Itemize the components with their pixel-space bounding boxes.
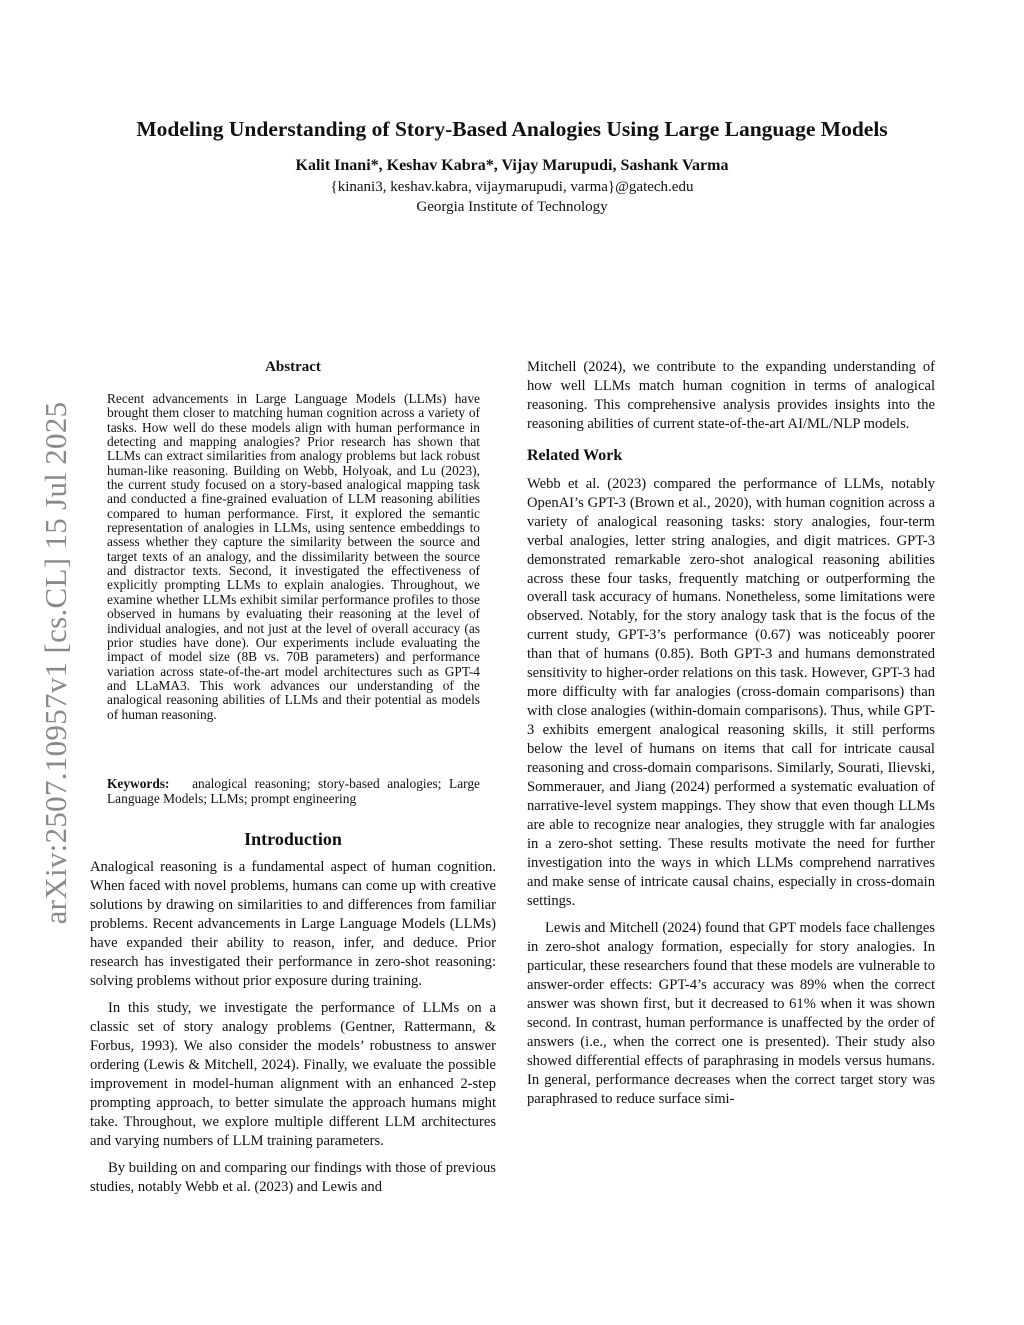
keywords-text: analogical reasoning; story-based analogies; Large Language Models; LLMs; prompt engineering [107, 776, 480, 806]
related-paragraph-2: Lewis and Mitchell (2024) found that GPT models face challenges in zero-shot analogy formation, especially for story analogies. In particular, these researchers found that these models are vulnerable to answer-order effects: GPT-4’s accuracy was 89% when the correct answer was shown first, but it decreased to 61% when it was shown second. In contrast, human performance is unaffected by the order of answers (i.e., when the correct one is presented). Their study also showed differential effects of paraphrasing in models versus humans. In general, performance decreases when the correct target story was paraphrased to reduce surface simi- [527, 919, 935, 1107]
keywords-label: Keywords: [107, 776, 170, 791]
intro-continuation: Mitchell (2024), we contribute to the expanding understanding of how well LLMs match human cognition in terms of analogical reasoning. This comprehensive analysis provides insights into the reasoning abilities of current state-of-the-art AI/ML/NLP models. [527, 359, 935, 432]
author-emails: {kinani3, keshav.kabra, vijaymarupudi, varma}@gatech.edu [330, 179, 694, 195]
introduction-heading: Introduction [244, 829, 342, 849]
related-paragraph-1: Webb et al. (2023) compared the performance of LLMs, notably OpenAI’s GPT-3 (Brown et al., 2020), with human cognition across a variety of analogical reasoning tasks: story analogies, four-term verbal analogies, letter string analogies, and digit matrices. GPT-3 demonstrated remarkable zero-shot analogical reasoning abilities across these four tasks, frequently matching or outperforming the overall task accuracy of humans. Nonetheless, some limitations were observed. Notably, for the story analogy task that is the focus of the current study, GPT-3’s performance (0.67) was noticeably poorer than that of humans (0.85). Both GPT-3 and humans demonstrated sensitivity to higher-order relations on this task. However, GPT-3 had more difficulty with far analogies (cross-domain comparisons) than with close analogies (within-domain comparisons). Thus, while GPT-3 exhibits emergent analogical reasoning skills, it still performs below the level of humans on items that call for intricate causal reasoning and cross-domain comparisons. Similarly, Sourati, Ilievski, Sommerauer, and Jiang (2024) performed a systematic evaluation of narrative-level system mappings. They show that even though LLMs are able to recognize near analogies, they struggle with far analogies in a zero-shot setting. These results motivate the need for further investigation into the ways in which LLMs comprehend narratives and make sense of intricate causal chains, especially in cross-domain settings. [527, 475, 935, 909]
keywords [107, 777, 480, 806]
abstract-text: Recent advancements in Large Language Models (LLMs) have brought them closer to matching human cognition across a variety of tasks. How well do these models align with human performance in detecting and mapping analogies? Prior research has shown that LLMs can extract similarities from analogy problems but lack robust human-like reasoning. Building on Webb, Holyoak, and Lu (2023), the current study focused on a story-based analogical mapping task and conducted a fine-grained evaluation of LLM reasoning abilities compared to human performance. First, it explored the semantic representation of analogies in LLMs, using sentence embeddings to assess whether they capture the similarity between the source and target texts of an analogy, and the dissimilarity between the source and distractor texts. Second, it investigated the effectiveness of explicitly prompting LLMs to explain analogies. Throughout, we examine whether LLMs exhibit similar performance profiles to those observed in humans by evaluating their reasoning at the level of individual analogies, and not just at the level of overall accuracy (as prior studies have done). Our experiments include evaluating the impact of model size (8B vs. 70B parameters) and performance variation across state-of-the-art model architectures such as GPT-4 and LLaMA3. This work advances our understanding of the analogical reasoning abilities of LLMs and their potential as models of human reasoning. [107, 391, 480, 722]
intro-paragraph-2: In this study, we investigate the performance of LLMs on a classic set of story analogy problems (Gentner, Rattermann, & Forbus, 1993). We also consider the models’ robustness to answer ordering (Lewis & Mitchell, 2024). Finally, we evaluate the possible improvement in model-human alignment with an enhanced 2-step prompting approach, to better simulate the approach humans might take. Throughout, we explore multiple different LLM architectures and varying numbers of LLM training parameters. [90, 999, 496, 1149]
paper-title: Modeling Understanding of Story-Based Analogies Using Large Language Models [136, 117, 888, 141]
author-list: Kalit Inani*, Keshav Kabra*, Vijay Marupudi, Sashank Varma [295, 157, 729, 174]
arxiv-identifier: arXiv:2507.10957v1 [cs.CL] 15 Jul 2025 [38, 401, 73, 925]
related-work-heading: Related Work [527, 446, 623, 464]
intro-paragraph-3: By building on and comparing our findings with those of previous studies, notably Webb et al. (2023) and Lewis and [90, 1159, 496, 1195]
right-column [527, 358, 935, 1109]
intro-paragraph-1: Analogical reasoning is a fundamental aspect of human cognition. When faced with novel problems, humans can come up with creative solutions by drawing on similarities to and differences from familiar problems. Recent advancements in Large Language Models (LLMs) have expanded their ability to reason, infer, and deduce. Prior research has investigated their performance in zero-shot reasoning: solving problems without prior exposure during training. [90, 859, 496, 989]
introduction-body [90, 858, 496, 1196]
abstract-heading: Abstract [265, 359, 321, 375]
affiliation: Georgia Institute of Technology [416, 199, 608, 215]
